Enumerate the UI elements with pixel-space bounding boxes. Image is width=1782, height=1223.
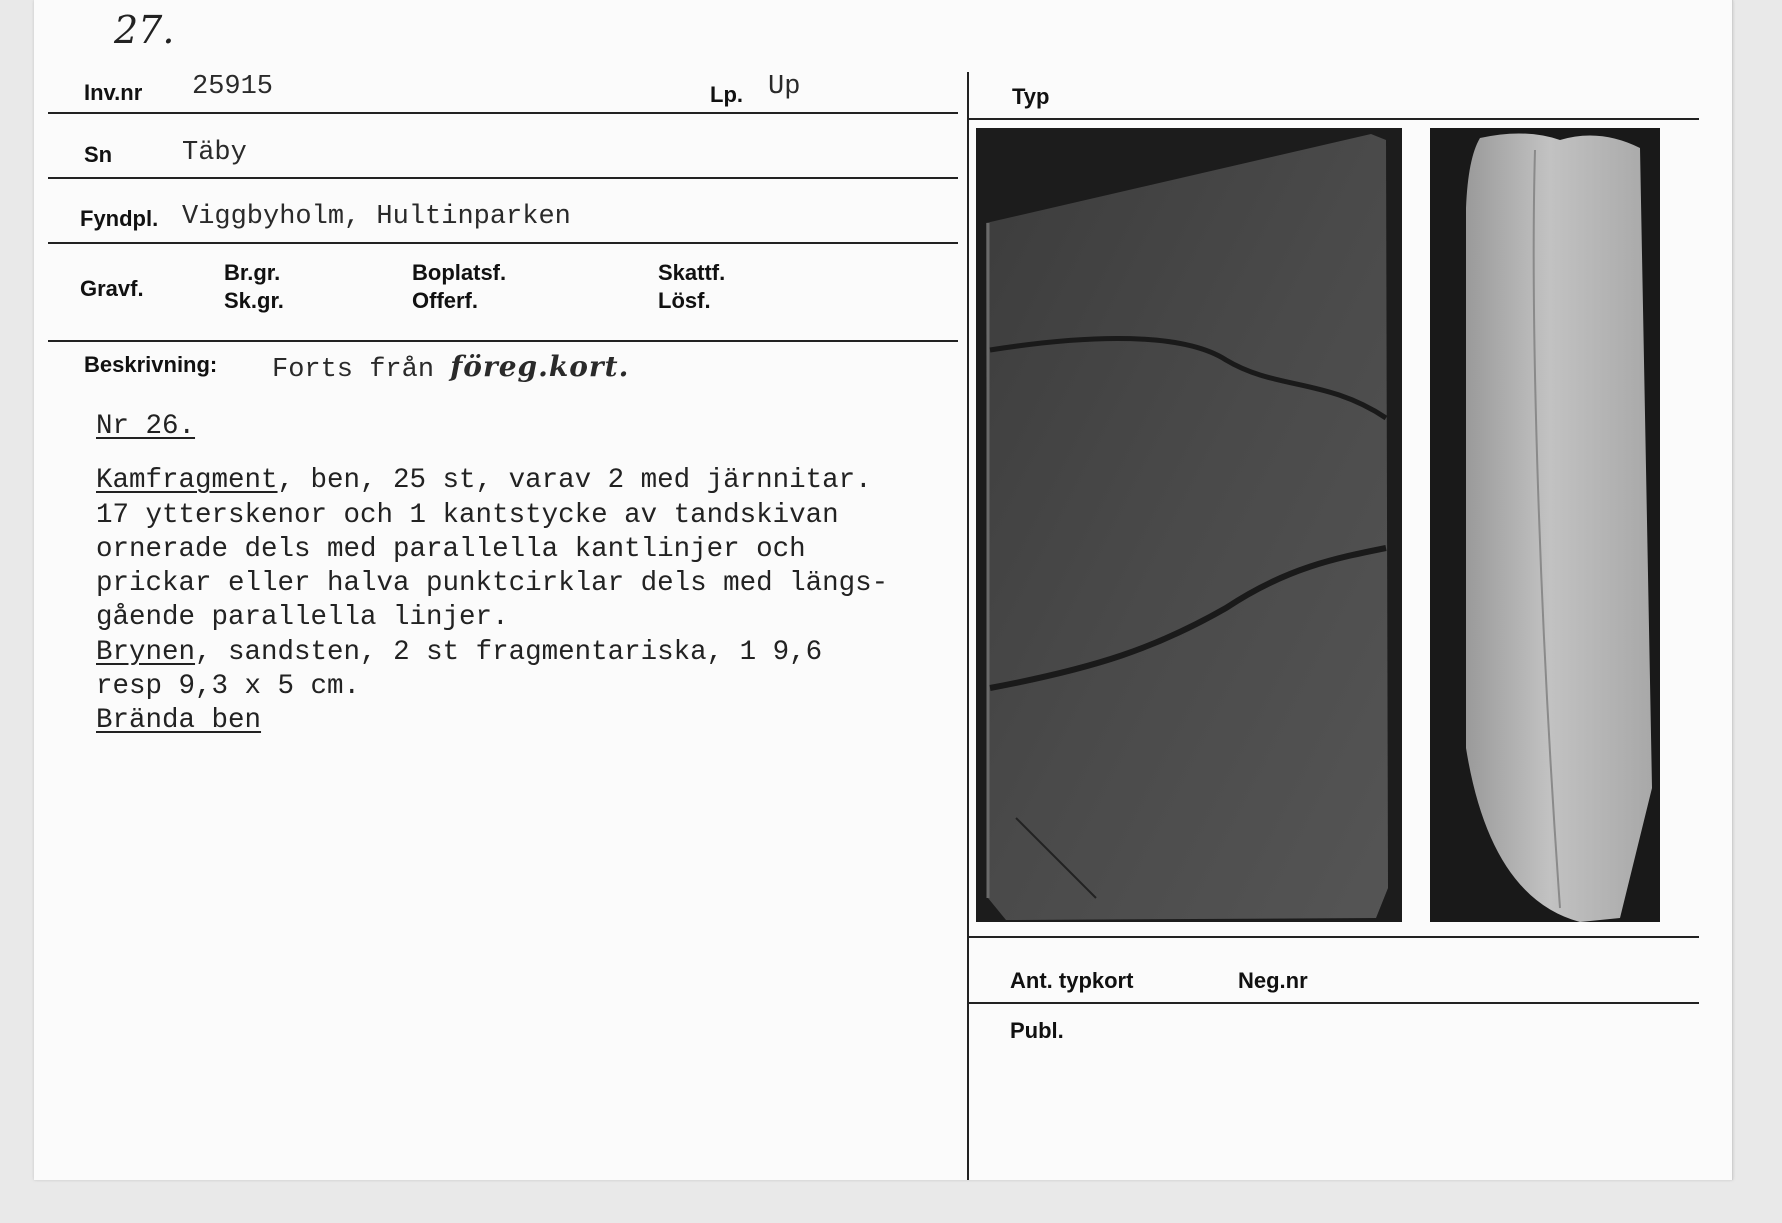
typ-label: Typ — [1012, 84, 1050, 109]
lp-label: Lp. — [710, 82, 743, 107]
divider-photos — [969, 936, 1699, 938]
fyndpl-label: Fyndpl. — [80, 206, 159, 231]
desc-line3: ornerade dels med parallella kantlinjer och — [96, 533, 806, 565]
lp-value: Up — [768, 72, 801, 102]
whetstone-light-image — [1430, 128, 1660, 922]
desc-brynen: Brynen, sandsten, 2 st fragmentariska, 1 9,6 — [96, 636, 823, 668]
losf-label: Lösf. — [658, 288, 711, 313]
beskrivning-prefix: Forts från — [272, 355, 451, 385]
inv-value: 25915 — [192, 72, 274, 102]
skattf-label: Skattf. — [658, 260, 726, 285]
desc-line7: resp 9,3 x 5 cm. — [96, 671, 361, 703]
description-body — [96, 410, 888, 739]
divider-typ — [969, 118, 1699, 120]
fyndpl-value: Viggbyholm, Hultinparken — [182, 202, 571, 232]
sn-value: Täby — [182, 138, 247, 168]
divider-inv — [48, 112, 958, 114]
desc-line2: 17 ytterskenor och 1 kantstycke av tandskivan — [96, 499, 839, 531]
catalog-card — [34, 0, 1733, 1180]
skgr-label: Sk.gr. — [224, 288, 284, 313]
brgr-label: Br.gr. — [224, 260, 281, 285]
whetstone-photo-dark — [976, 128, 1402, 922]
whetstone-photo-light — [1430, 128, 1660, 922]
divider-antyp — [969, 1002, 1699, 1004]
inv-label: Inv.nr — [84, 80, 143, 105]
whetstone-dark-image — [976, 128, 1402, 922]
desc-line5: gående parallella linjer. — [96, 602, 509, 634]
desc-nr: Nr 26. — [96, 411, 196, 442]
beskrivning-handwritten: föreg.kort. — [450, 350, 630, 383]
divider-fyndpl — [48, 242, 958, 244]
beskrivning-label: Beskrivning: — [84, 352, 218, 377]
divider-sn — [48, 177, 958, 179]
desc-brenda: Brända ben — [96, 705, 262, 737]
desc-line4: prickar eller halva punktcirklar dels med längs- — [96, 568, 889, 600]
divider-gravf — [48, 340, 958, 342]
gravf-label: Gravf. — [80, 276, 144, 301]
ant-typkort-label: Ant. typkort — [1010, 968, 1134, 993]
sn-label: Sn — [84, 142, 113, 167]
negnr-label: Neg.nr — [1238, 968, 1308, 993]
offerf-label: Offerf. — [412, 288, 478, 313]
publ-label: Publ. — [1010, 1018, 1064, 1043]
handwritten-card-number: 27. — [114, 8, 175, 52]
vertical-divider — [967, 72, 969, 1180]
boplatsf-label: Boplatsf. — [412, 260, 507, 285]
desc-kam: Kamfragment, ben, 25 st, varav 2 med järnnitar. — [96, 465, 872, 497]
beskrivning-text — [272, 350, 629, 385]
